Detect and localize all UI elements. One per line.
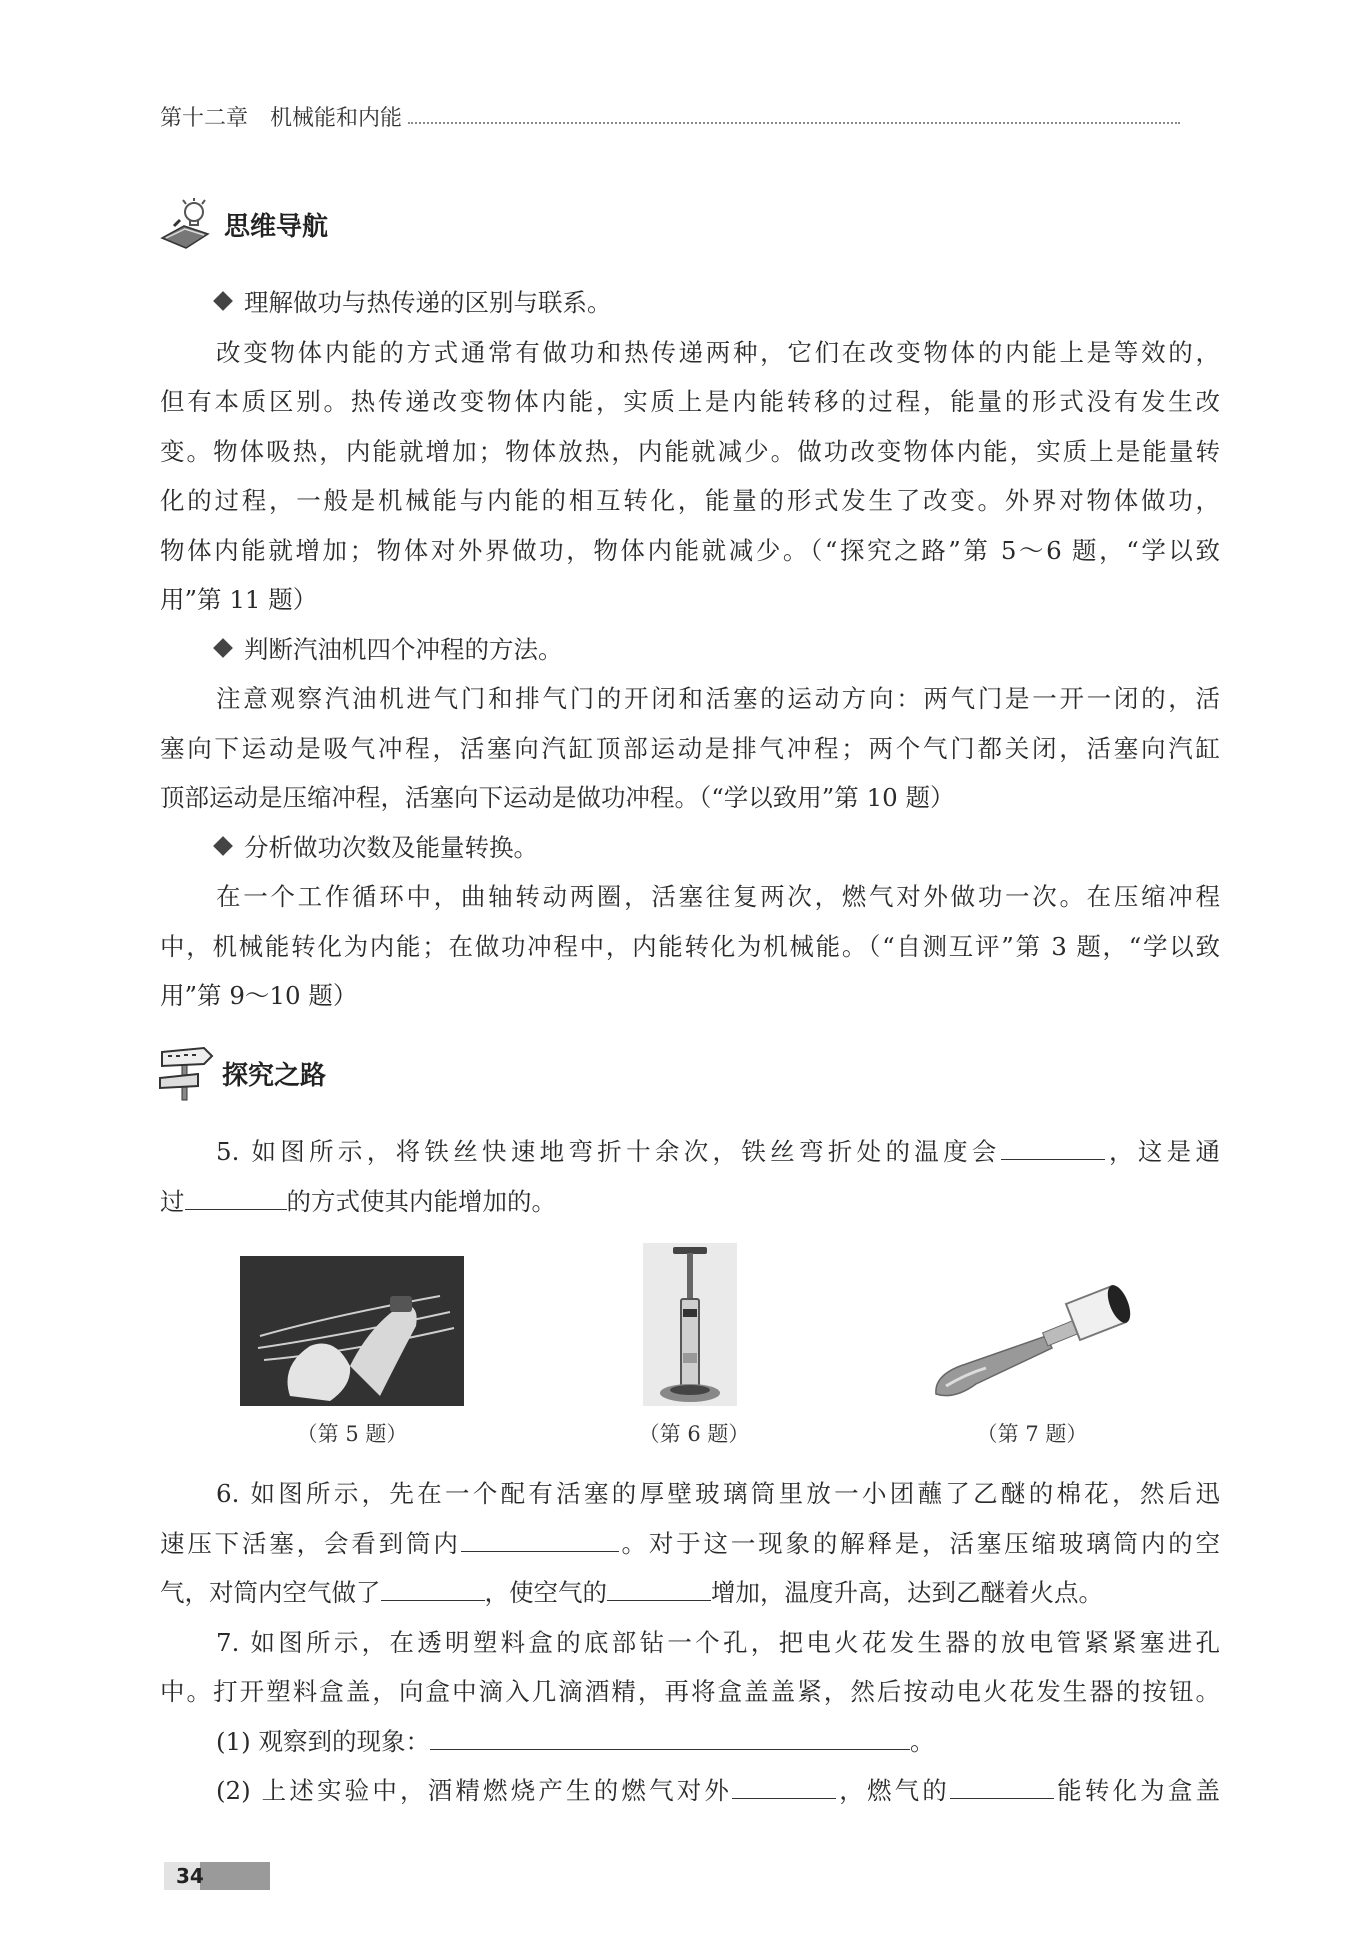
answer-blank[interactable] bbox=[1001, 1131, 1105, 1160]
question-line: 气，对筒内空气做了 ，使空气的 增加，温度升高，达到乙醚着火点。 bbox=[160, 1568, 1220, 1618]
paragraph-line: 顶部运动是压缩冲程，活塞向下运动是做功冲程。（“学以致用”第 10 题） bbox=[160, 783, 955, 812]
paragraph-line: 但有本质区别。热传递改变物体内能，实质上是内能转移的过程，能量的形式没有发生改 bbox=[160, 387, 1220, 416]
signpost-icon bbox=[158, 1044, 214, 1102]
paragraph-line: 中，机械能转化为内能；在做功冲程中，内能转化为机械能。（“自测互评”第 3 题，“学以致 bbox=[160, 931, 1220, 961]
question-line: 速压下活塞，会看到筒内 。对于这一现象的解释是，活塞压缩玻璃筒内的空 bbox=[160, 1519, 1220, 1569]
figure-7-caption: （第 7 题） bbox=[976, 1422, 1088, 1446]
answer-blank[interactable] bbox=[381, 1572, 485, 1601]
section-title-explore: 探究之路 bbox=[222, 1060, 327, 1091]
question-6-7 bbox=[160, 1469, 1220, 1816]
chapter-title: 机械能和内能 bbox=[270, 106, 403, 131]
answer-blank[interactable] bbox=[732, 1770, 836, 1799]
question-5 bbox=[160, 1127, 1220, 1226]
answer-blank[interactable] bbox=[607, 1572, 711, 1601]
header-dotted-rule bbox=[408, 122, 1180, 124]
running-header bbox=[160, 92, 1180, 132]
page-number: 34 bbox=[164, 1862, 270, 1890]
question-line: 7. 如图所示，在透明塑料盒的底部钻一个孔，把电火花发生器的放电管紧紧塞进孔 bbox=[216, 1627, 1220, 1657]
question-line: 5. 如图所示，将铁丝快速地弯折十余次，铁丝弯折处的温度会 ，这是通 bbox=[160, 1127, 1220, 1177]
paragraph-line: 变。物体吸热，内能就增加；物体放热，内能就减少。做功改变物体内能，实质上是能量转 bbox=[160, 436, 1220, 466]
question-line: (1) 观察到的现象： 。 bbox=[160, 1717, 1220, 1767]
paragraph-line: 用”第 11 题） bbox=[160, 585, 318, 614]
section-heading-explore bbox=[158, 1044, 326, 1102]
section-title-thinking: 思维导航 bbox=[224, 211, 329, 242]
answer-blank[interactable] bbox=[950, 1770, 1054, 1799]
paragraph-line: 用”第 9～10 题） bbox=[160, 981, 358, 1010]
point-heading: 理解做功与热传递的区别与联系。 bbox=[160, 278, 1220, 328]
diamond-bullet-icon bbox=[213, 291, 233, 311]
diamond-bullet-icon bbox=[213, 836, 233, 856]
figure-7-photo bbox=[926, 1274, 1132, 1406]
figure-5-caption: （第 5 题） bbox=[296, 1422, 408, 1446]
diamond-bullet-icon bbox=[213, 638, 233, 658]
paragraph-line: 物体内能就增加；物体对外界做功，物体内能就减少。（“探究之路”第 5～6 题，“学以致 bbox=[160, 535, 1220, 565]
answer-blank[interactable] bbox=[430, 1721, 910, 1750]
answer-blank[interactable] bbox=[185, 1181, 287, 1210]
paragraph-line: 化的过程，一般是机械能与内能的相互转化，能量的形式发生了改变。外界对物体做功， bbox=[160, 486, 1220, 515]
paragraph-line: 在一个工作循环中，曲轴转动两圈，活塞往复两次，燃气对外做功一次。在压缩冲程 bbox=[216, 882, 1220, 911]
paragraph-line: 塞向下运动是吸气冲程，活塞向汽缸顶部运动是排气冲程；两个气门都关闭，活塞向汽缸 bbox=[160, 733, 1220, 763]
paragraph-line: 改变物体内能的方式通常有做功和热传递两种，它们在改变物体的内能上是等效的， bbox=[216, 337, 1220, 367]
figure-6-photo bbox=[643, 1243, 737, 1406]
point-heading: 判断汽油机四个冲程的方法。 bbox=[160, 625, 1220, 675]
thinking-content bbox=[160, 278, 1220, 1021]
paragraph-line: 注意观察汽油机进气门和排气门的开闭和活塞的运动方向：两气门是一开一闭的，活 bbox=[216, 684, 1220, 713]
question-line: 6. 如图所示，先在一个配有活塞的厚壁玻璃筒里放一小团蘸了乙醚的棉花，然后迅 bbox=[216, 1479, 1220, 1508]
lightbulb-book-icon bbox=[158, 198, 216, 250]
figure-5-photo bbox=[240, 1256, 464, 1406]
answer-blank[interactable] bbox=[461, 1523, 619, 1552]
figure-6-caption: （第 6 题） bbox=[638, 1422, 750, 1446]
chapter-number: 第十二章 bbox=[160, 106, 249, 131]
question-line: 过 的方式使其内能增加的。 bbox=[160, 1177, 1220, 1227]
question-line: (2) 上述实验中，酒精燃烧产生的燃气对外 ，燃气的 能转化为盒盖 bbox=[160, 1766, 1220, 1816]
point-heading: 分析做功次数及能量转换。 bbox=[160, 823, 1220, 873]
section-heading-thinking bbox=[158, 198, 328, 250]
question-line: 中。打开塑料盒盖，向盒中滴入几滴酒精，再将盒盖盖紧，然后按动电火花发生器的按钮。 bbox=[160, 1677, 1220, 1706]
